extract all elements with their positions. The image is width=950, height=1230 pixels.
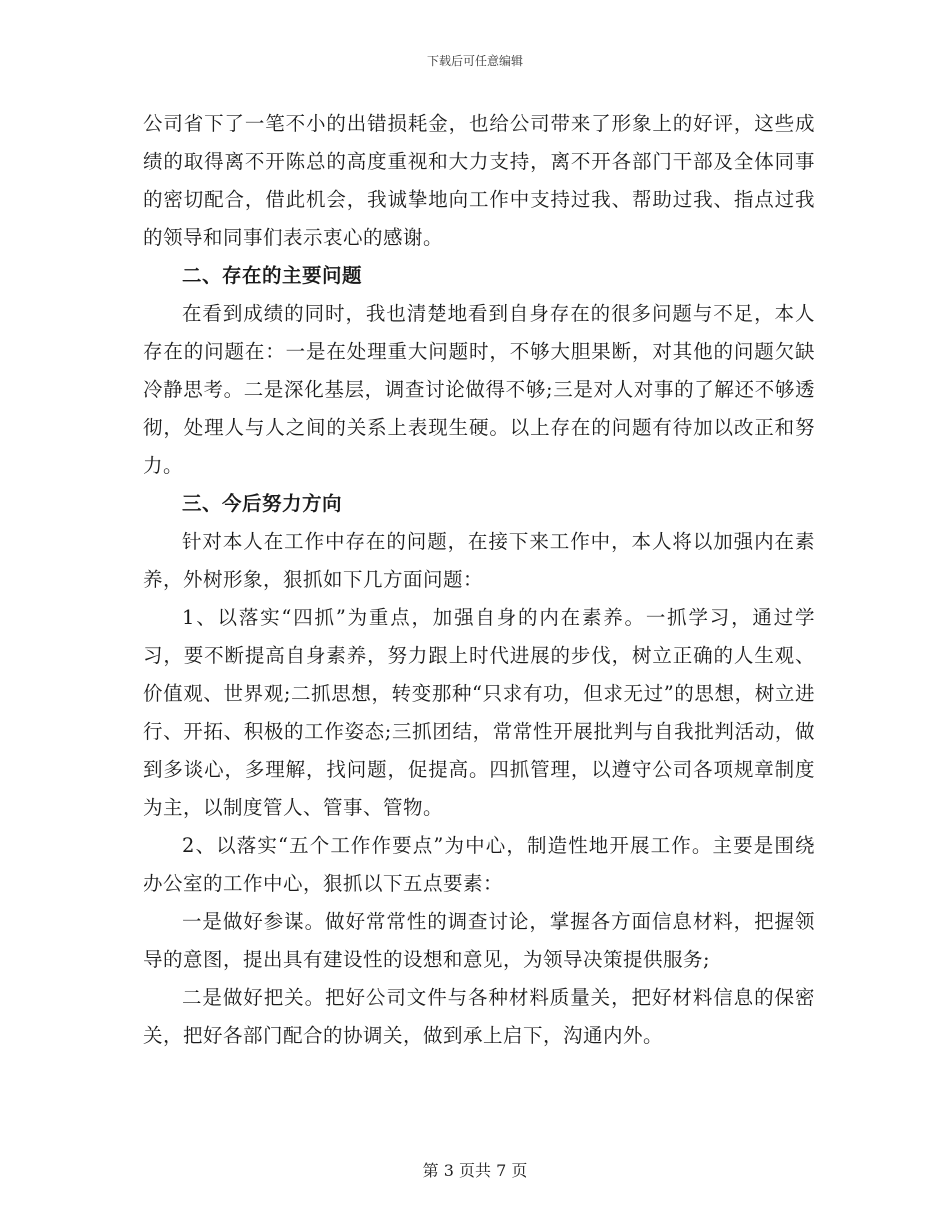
page-footer: 第 3 页共 7 页 <box>422 1161 528 1180</box>
paragraph-4: 1、以落实“四抓”为重点，加强自身的内在素养。一抓学习，通过学习，要不断提高自身素养，努力跟上时代进展的步伐，树立正确的人生观、价值观、世界观;二抓思想，转变那种“只求有功，但求无过”的思想，树立进行、开拓、积极的工作姿态;三抓团结，常常性开展批判与自我批判活动，做到多谈心，多理解，找问题，促提高。四抓管理，以遵守公司各项规章制度为主，以制度管人、管事、管物。 <box>143 606 815 819</box>
paragraph-2: 在看到成绩的同时，我也清楚地看到自身存在的很多问题与不足，本人存在的问题在：一是在处理重大问题时，不够大胆果断，对其他的问题欠缺冷静思考。二是深化基层，调查讨论做得不够;三是对人对事的了解还不够透彻，处理人与人之间的关系上表现生硬。以上存在的问题有待加以改正和努力。 <box>143 302 815 477</box>
paragraph-1: 公司省下了一笔不小的出错损耗金，也给公司带来了形象上的好评，这些成绩的取得离不开陈总的高度重视和大力支持，离不开各部门干部及全体同事的密切配合，借此机会，我诚挚地向工作中支持过我、帮助过我、指点过我的领导和同事们表示衷心的感谢。 <box>143 112 815 249</box>
paragraph-7: 二是做好把关。把好公司文件与各种材料质量关，把好材料信息的保密关，把好各部门配合的协调关，做到承上启下，沟通内外。 <box>143 986 815 1047</box>
paragraph-5: 2、以落实“五个工作作要点”为中心，制造性地开展工作。主要是围绕办公室的工作中心，狠抓以下五点要素： <box>143 834 815 895</box>
document-body <box>143 105 815 1055</box>
paragraph-6: 一是做好参谋。做好常常性的调查讨论，掌握各方面信息材料，把握领导的意图，提出具有建设性的设想和意见，为领导决策提供服务; <box>143 910 815 971</box>
section-heading-3: 三、今后努力方向 <box>182 492 343 515</box>
page-header: 下载后可任意编辑 <box>426 54 523 68</box>
paragraph-3: 针对本人在工作中存在的问题，在接下来工作中，本人将以加强内在素养，外树形象，狠抓如下几方面问题： <box>143 530 815 591</box>
section-heading-2: 二、存在的主要问题 <box>182 264 363 287</box>
